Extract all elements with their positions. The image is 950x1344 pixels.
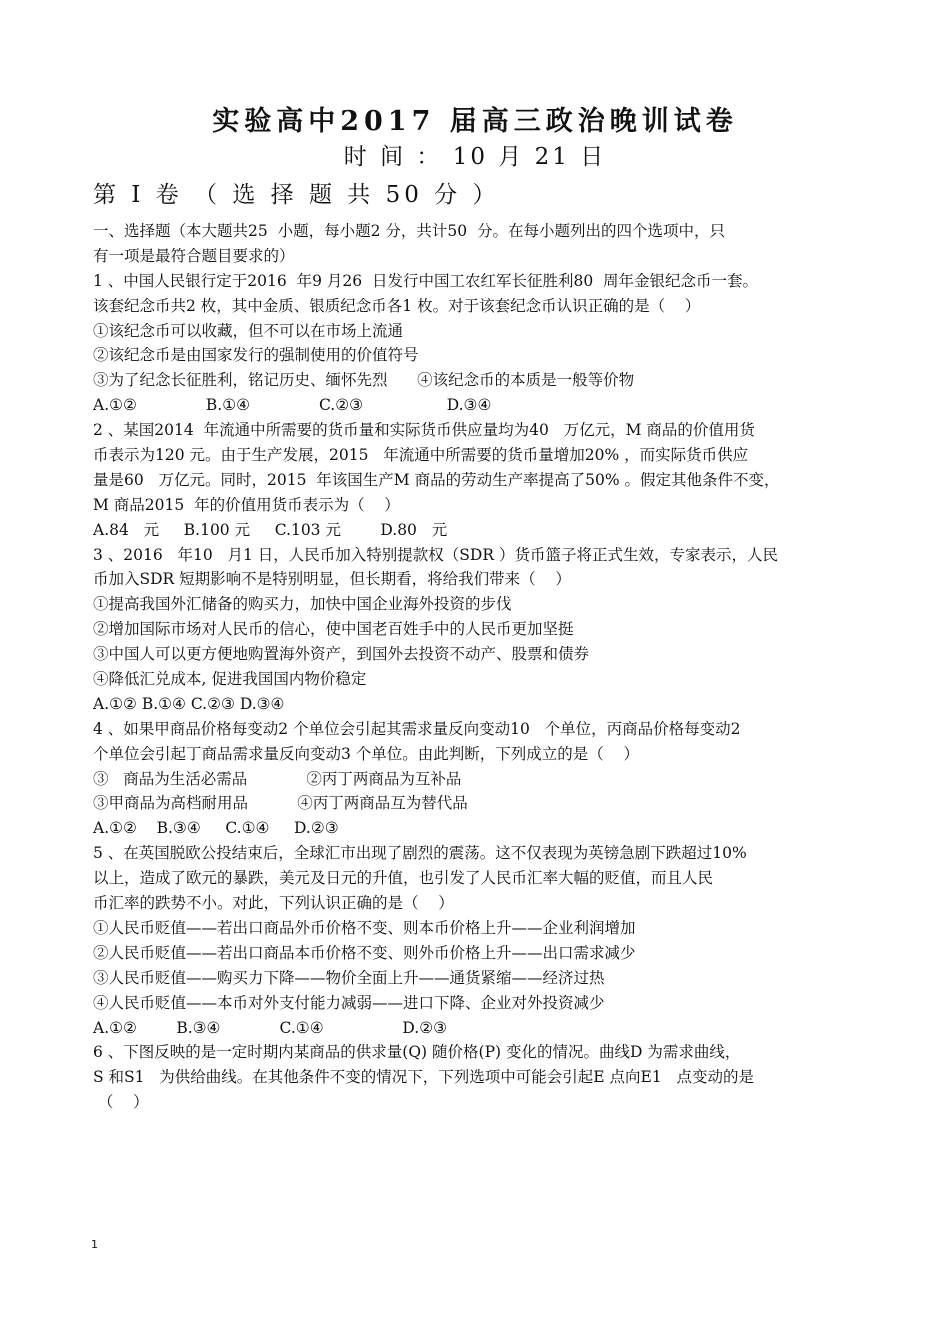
text-line: A.①② B.③④ C.①④ D.②③ (93, 1018, 448, 1037)
text-line: ①提高我国外汇储备的购买力，加快中国企业海外投资的步伐 (93, 595, 512, 614)
text-line: 量是60 万亿元。同时，2015 年该国生产M 商品的劳动生产率提高了50% 。假定其他条件不变， (93, 470, 780, 489)
text-line: 3 、2016 年10 月1 日，人民币加入特别提款权（SDR ）货币篮子将正式生效，专家表示，人民 (93, 545, 778, 564)
page-number: 1 (91, 1238, 98, 1251)
question-body (93, 219, 873, 1115)
text-line: 1 、中国人民银行定于2016 年9 月26 日发行中国工农红军长征胜利80 周年金银纪念币一套。 (93, 271, 759, 290)
section-heading: 第 Ⅰ 卷 （ 选 择 题 共 50 分 ） (93, 182, 500, 208)
text-line: S 和S1 为供给曲线。在其他条件不变的情况下，下列选项中可能会引起E 点向E1 点变动的是 (93, 1068, 755, 1087)
text-line: 6 、下图反映的是一定时期内某商品的供求量(Q) 随价格(P) 变化的情况。曲线D 为需求曲线， (93, 1043, 741, 1062)
text-line: 币加入SDR 短期影响不是特别明显，但长期看，将给我们带来（ ） (93, 570, 571, 589)
exam-date: 时 间 ： 10 月 21 日 (343, 144, 607, 170)
text-line: 币表示为120 元。由于生产发展，2015 年流通中所需要的货币量增加20% ，而实际货币供应 (93, 446, 749, 465)
text-line: 5 、在英国脱欧公投结束后，全球汇市出现了剧烈的震荡。这不仅表现为英镑急剧下跌超过10% (93, 844, 747, 863)
text-line: 币汇率的跌势不小。对此，下列认识正确的是（ ） (93, 894, 454, 913)
text-line: 个单位会引起丁商品需求量反向变动3 个单位。由此判断，下列成立的是（ ） (93, 744, 639, 763)
text-line: ③ 商品为生活必需品 ②丙丁两商品为互补品 (93, 769, 462, 788)
text-line: ①该纪念币可以收藏，但不可以在市场上流通 (93, 321, 404, 340)
text-line: ③中国人可以更方便地购置海外资产，到国外去投资不动产、股票和债券 (93, 645, 590, 664)
text-line: A.①② B.①④ C.②③ D.③④ (93, 694, 285, 713)
text-line: ②增加国际市场对人民币的信心，使中国老百姓手中的人民币更加坚挺 (93, 620, 574, 639)
text-line: 2 、某国2014 年流通中所需要的货币量和实际货币供应量均为40 万亿元，M 商品的价值用货 (93, 421, 755, 440)
text-line: 以上，造成了欧元的暴跌，美元及日元的升值，也引发了人民币汇率大幅的贬值，而且人民 (93, 869, 714, 888)
text-line: ③为了纪念长征胜利，铭记历史、缅怀先烈 ④该纪念币的本质是一般等价物 (93, 371, 635, 390)
text-line: ③人民币贬值——购买力下降——物价全面上升——通货紧缩——经济过热 (93, 968, 605, 987)
text-line: A.84 元 B.100 元 C.103 元 D.80 元 (93, 520, 448, 539)
text-line: M 商品2015 年的价值用货币表示为（ ） (93, 495, 400, 514)
exam-title: 实验高中2017 届高三政治晚训试卷 (212, 106, 738, 137)
text-line: A.①② B.①④ C.②③ D.③④ (93, 396, 492, 415)
text-line: ①人民币贬值——若出口商品外币价格不变、则本币价格上升——企业利润增加 (93, 918, 636, 937)
text-line: ③甲商品为高档耐用品 ④丙丁两商品互为替代品 (93, 794, 468, 813)
text-line: 该套纪念币共2 枚，其中金质、银质纪念币各1 枚。对于该套纪念币认识正确的是（ ） (93, 296, 701, 315)
text-line: ②人民币贬值——若出口商品本币价格不变、则外币价格上升——出口需求减少 (93, 943, 636, 962)
text-line: ②该纪念币是由国家发行的强制使用的价值符号 (93, 346, 419, 365)
text-line: 4 、如果甲商品价格每变动2 个单位会引起其需求量反向变动10 个单位，丙商品价格每变动2 (93, 719, 741, 738)
text-line: 一、选择题（本大题共25 小题，每小题2 分，共计50 分。在每小题列出的四个选项中，只 (93, 222, 725, 240)
text-line: （ ） (93, 1093, 149, 1112)
text-line: ④降低汇兑成本, 促进我国国内物价稳定 (93, 670, 367, 689)
text-line: 有一项是最符合题目要求的） (93, 246, 295, 265)
text-line: A.①② B.③④ C.①④ D.②③ (93, 819, 339, 838)
text-line: ④人民币贬值——本币对外支付能力减弱——进口下降、企业对外投资减少 (93, 993, 605, 1012)
